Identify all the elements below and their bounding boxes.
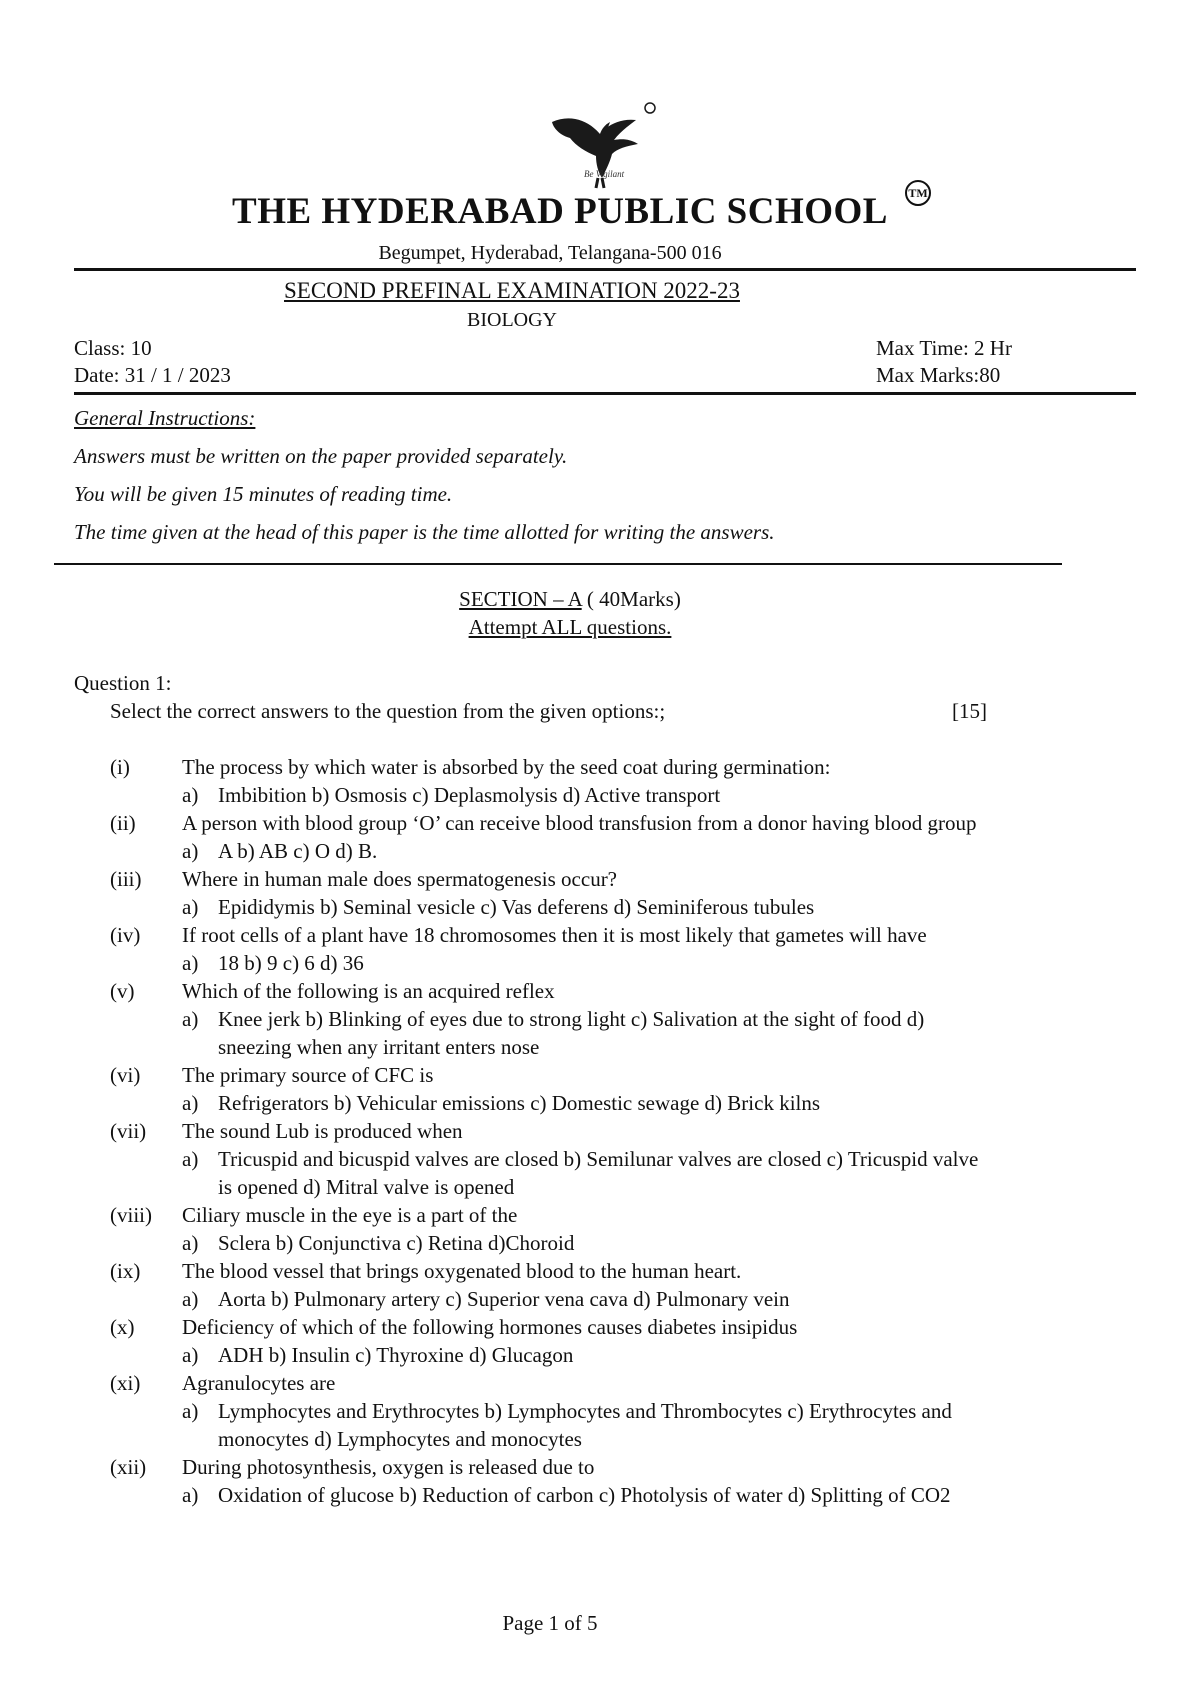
option-text: A b) AB c) O d) B. (218, 839, 378, 863)
date-label: Date: 31 / 1 / 2023 (74, 363, 231, 387)
option-text: Lymphocytes and Erythrocytes b) Lymphocytes and Thrombocytes c) Erythrocytes and (218, 1399, 952, 1423)
option-letter: a) (182, 1231, 199, 1255)
item-stem: If root cells of a plant have 18 chromosomes then it is most likely that gametes will have (182, 923, 927, 947)
section-marks: ( 40Marks) (581, 587, 681, 611)
item-stem: A person with blood group ‘O’ can receive blood transfusion from a donor having blood group (182, 811, 977, 835)
item-stem: Agranulocytes are (182, 1371, 336, 1395)
item-stem: Where in human male does spermatogenesis occur? (182, 867, 618, 891)
option-letter: a) (182, 1091, 199, 1115)
school-logo (540, 100, 670, 200)
logo-motto: Be Vigilant (584, 169, 625, 179)
item-stem: Which of the following is an acquired reflex (182, 979, 555, 1003)
exam-title: SECOND PREFINAL EXAMINATION 2022-23 (284, 278, 740, 303)
class-label: Class: 10 (74, 336, 152, 360)
max-time: Max Time: 2 Hr (876, 336, 1012, 360)
item-stem: Deficiency of which of the following hormones causes diabetes insipidus (182, 1315, 798, 1339)
option-text: Imbibition b) Osmosis c) Deplasmolysis d) Active transport (218, 783, 721, 807)
item-options (182, 895, 1132, 920)
option-letter: a) (182, 895, 199, 919)
item-stem: The process by which water is absorbed by the seed coat during germination: (182, 755, 831, 779)
instruction-line: The time given at the head of this paper is the time allotted for writing the answers. (74, 520, 775, 544)
question-marks: [15] (952, 699, 987, 723)
option-letter: a) (182, 1287, 199, 1311)
item-options (182, 783, 1132, 808)
instructions-heading: General Instructions: (74, 406, 256, 430)
option-text: 18 b) 9 c) 6 d) 36 (218, 951, 364, 975)
section-title (0, 587, 1170, 612)
item-number: (iii) (110, 867, 142, 891)
option-text: Sclera b) Conjunctiva c) Retina d)Choroid (218, 1231, 575, 1255)
item-options (182, 1287, 1132, 1312)
item-number: (v) (110, 979, 135, 1003)
item-number: (ii) (110, 811, 136, 835)
question-instruction: Select the correct answers to the question from the given options:; (110, 699, 666, 723)
trademark-badge: TM (905, 180, 931, 206)
item-options (182, 839, 1132, 864)
item-options (182, 1399, 1132, 1424)
item-options (182, 951, 1132, 976)
instructions-divider (54, 563, 1062, 565)
option-letter: a) (182, 1483, 199, 1507)
item-number: (iv) (110, 923, 141, 947)
option-letter: a) (182, 839, 199, 863)
item-stem: During photosynthesis, oxygen is released due to (182, 1455, 595, 1479)
item-options (182, 1231, 1132, 1256)
page-number: Page 1 of 5 (502, 1611, 598, 1635)
question-label: Question 1: (74, 671, 172, 695)
option-continuation: sneezing when any irritant enters nose (218, 1035, 540, 1059)
item-number: (xii) (110, 1455, 147, 1479)
item-number: (vii) (110, 1119, 147, 1143)
item-number: (vi) (110, 1063, 141, 1087)
instruction-line: Answers must be written on the paper provided separately. (74, 444, 568, 468)
meta-divider (74, 392, 1136, 395)
item-number: (viii) (110, 1203, 152, 1227)
item-number: (xi) (110, 1371, 141, 1395)
item-options (182, 1147, 1132, 1172)
item-number: (x) (110, 1315, 135, 1339)
option-text: Aorta b) Pulmonary artery c) Superior vena cava d) Pulmonary vein (218, 1287, 790, 1311)
option-letter: a) (182, 1007, 199, 1031)
item-number: (ix) (110, 1259, 141, 1283)
option-letter: a) (182, 1399, 199, 1423)
max-marks: Max Marks:80 (876, 363, 1001, 387)
item-options (182, 1007, 1132, 1032)
option-text: Epididymis b) Seminal vesicle c) Vas deferens d) Seminiferous tubules (218, 895, 815, 919)
option-continuation: monocytes d) Lymphocytes and monocytes (218, 1427, 582, 1451)
item-options (182, 1091, 1132, 1116)
option-letter: a) (182, 1343, 199, 1367)
option-text: Refrigerators b) Vehicular emissions c) Domestic sewage d) Brick kilns (218, 1091, 821, 1115)
section-subtitle (0, 615, 1170, 640)
item-stem: The primary source of CFC is (182, 1063, 434, 1087)
option-text: Knee jerk b) Blinking of eyes due to strong light c) Salivation at the sight of food d) (218, 1007, 925, 1031)
item-options (182, 1483, 1132, 1508)
option-continuation: is opened d) Mitral valve is opened (218, 1175, 515, 1199)
school-address: Begumpet, Hyderabad, Telangana-500 016 (378, 242, 722, 264)
item-stem: Ciliary muscle in the eye is a part of the (182, 1203, 518, 1227)
school-name: THE HYDERABAD PUBLIC SCHOOL (232, 191, 888, 232)
instruction-line: You will be given 15 minutes of reading time. (74, 482, 453, 506)
option-text: ADH b) Insulin c) Thyroxine d) Glucagon (218, 1343, 574, 1367)
section-name: SECTION – A (459, 587, 582, 611)
option-letter: a) (182, 783, 199, 807)
item-stem: The sound Lub is produced when (182, 1119, 463, 1143)
option-text: Oxidation of glucose b) Reduction of carbon c) Photolysis of water d) Splitting of CO2 (218, 1483, 951, 1507)
eagle-logo-icon (540, 100, 670, 200)
item-stem: The blood vessel that brings oxygenated blood to the human heart. (182, 1259, 742, 1283)
item-options (182, 1343, 1132, 1368)
option-letter: a) (182, 951, 199, 975)
option-text: Tricuspid and bicuspid valves are closed b) Semilunar valves are closed c) Tricuspid valve (218, 1147, 979, 1171)
option-letter: a) (182, 1147, 199, 1171)
section-subtitle-text: Attempt ALL questions. (468, 615, 672, 639)
item-number: (i) (110, 755, 130, 779)
header-divider (74, 268, 1136, 271)
subject: BIOLOGY (467, 309, 557, 331)
